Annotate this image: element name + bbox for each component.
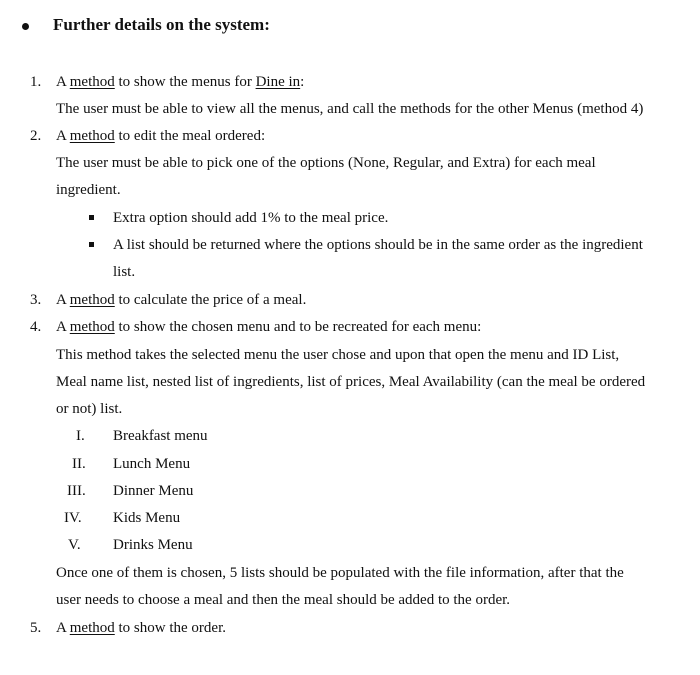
item-title: A method to calculate the price of a meal. <box>56 292 307 308</box>
item-description: or not) list. <box>56 401 123 417</box>
menu-option-lunch: Lunch Menu <box>113 456 191 472</box>
item-description: ingredient. <box>56 182 121 198</box>
square-bullet <box>89 242 94 247</box>
method-link[interactable]: method <box>69 128 115 144</box>
menu-numeral: I. <box>76 428 85 444</box>
item-number: 1. <box>30 74 42 90</box>
heading-bullet <box>22 23 29 30</box>
sub-bullet-text: list. <box>113 264 136 280</box>
method-link[interactable]: method <box>69 620 115 636</box>
item-number: 5. <box>30 620 42 636</box>
menu-numeral: III. <box>67 483 86 499</box>
item-title: A method to show the order. <box>56 620 226 636</box>
menu-numeral: V. <box>68 537 81 553</box>
item-description: The user must be able to pick one of the options (None, Regular, and Extra) for each meal <box>56 155 596 171</box>
item-title: A method to show the chosen menu and to be recreated for each menu: <box>56 319 482 335</box>
menu-numeral: IV. <box>64 510 82 526</box>
item-description: This method takes the selected menu the user chose and upon that open the menu and ID List, <box>56 347 620 363</box>
item-title: A method to show the menus for Dine in: <box>56 74 305 90</box>
method-link[interactable]: method <box>69 319 115 335</box>
item-number: 3. <box>30 292 42 308</box>
item-number: 4. <box>30 319 42 335</box>
menu-option-dinner: Dinner Menu <box>113 483 194 499</box>
item-number: 2. <box>30 128 42 144</box>
menu-numeral: II. <box>72 456 86 472</box>
sub-bullet-text: A list should be returned where the options should be in the same order as the ingredient <box>113 237 643 253</box>
menu-option-drinks: Drinks Menu <box>113 537 193 553</box>
item-description: Meal name list, nested list of ingredients, list of prices, Meal Availability (can the meal be ordered <box>56 374 646 390</box>
square-bullet <box>89 215 94 220</box>
section-heading: Further details on the system: <box>53 15 270 34</box>
item-description: The user must be able to view all the menus, and call the methods for the other Menus (method 4) <box>56 101 644 117</box>
menu-option-breakfast: Breakfast menu <box>113 428 208 444</box>
sub-bullet-text: Extra option should add 1% to the meal price. <box>113 210 389 226</box>
menu-option-kids: Kids Menu <box>113 510 181 526</box>
item-description: Once one of them is chosen, 5 lists should be populated with the file information, after that the <box>56 565 624 581</box>
item-title: A method to edit the meal ordered: <box>56 128 266 144</box>
dine-in-link[interactable]: Dine in <box>255 74 301 90</box>
method-link[interactable]: method <box>69 74 115 90</box>
item-description: user needs to choose a meal and then the meal should be added to the order. <box>56 592 511 608</box>
method-link[interactable]: method <box>69 292 115 308</box>
